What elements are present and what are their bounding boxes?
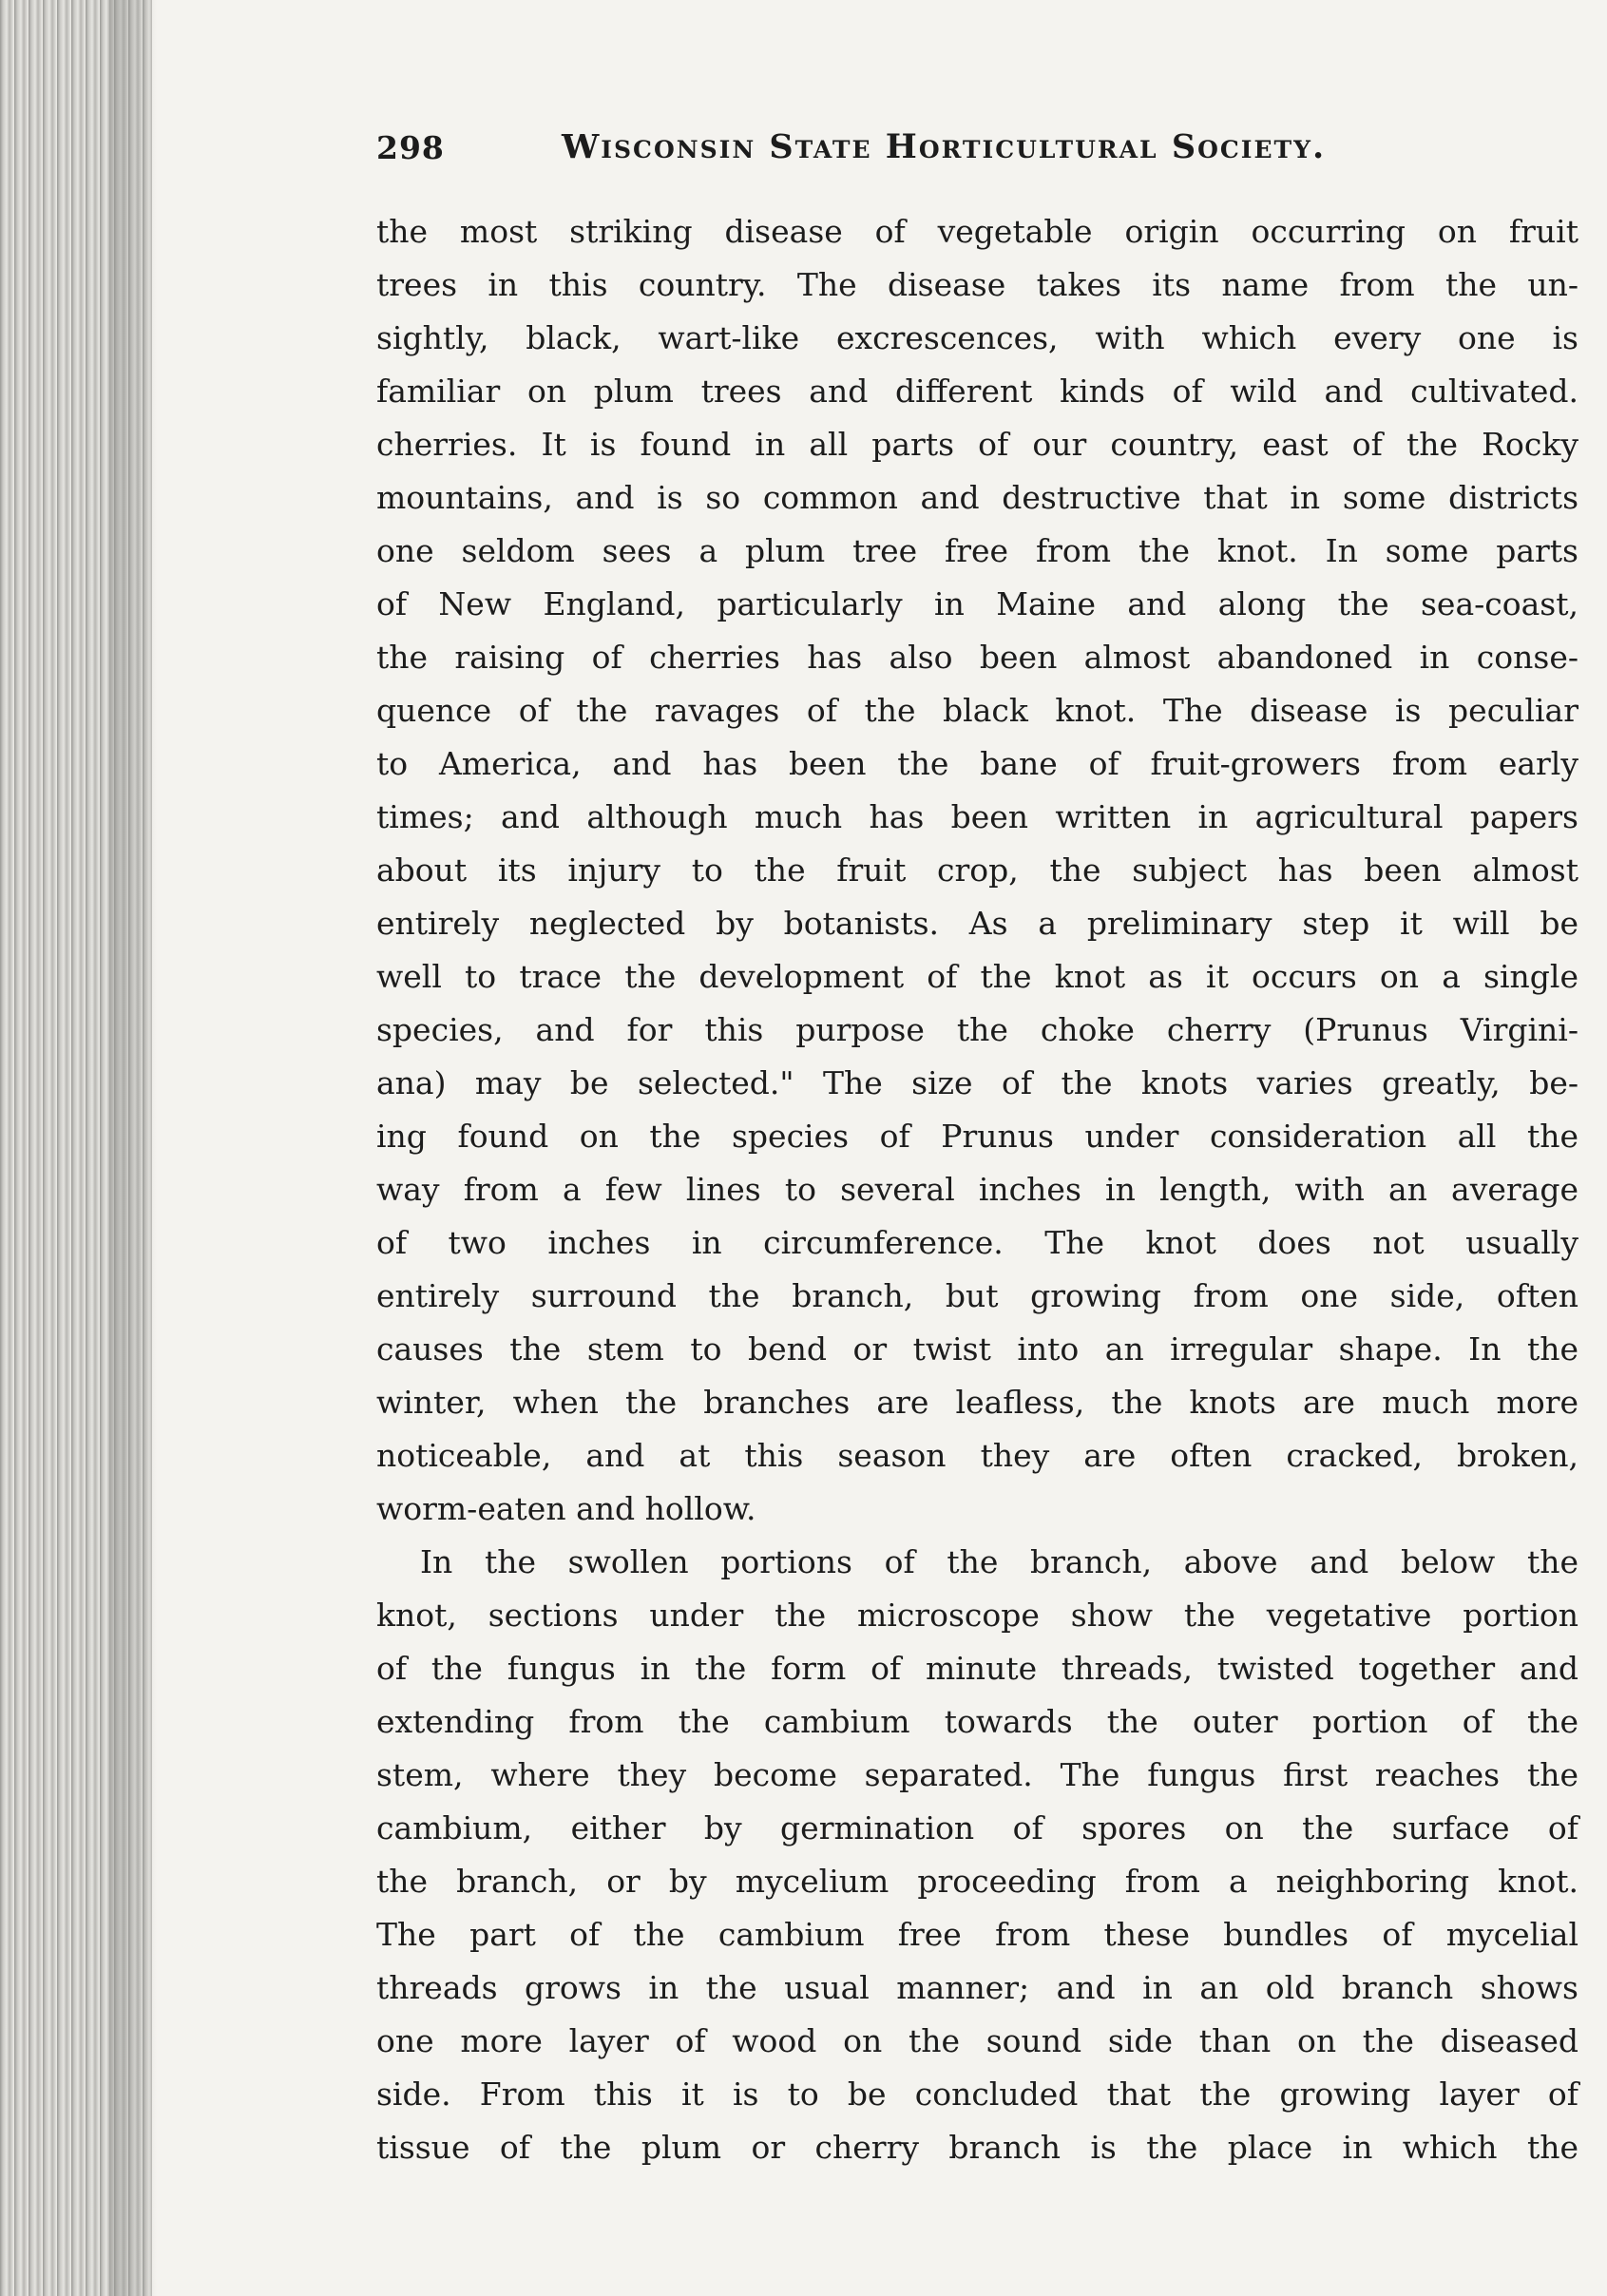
text-line: times; and although much has been written in agricultural papers xyxy=(376,798,1578,835)
text-line: ing found on the species of Prunus under consideration all the xyxy=(376,1118,1578,1155)
paragraph-2 xyxy=(376,1536,1578,2174)
book-page xyxy=(376,122,1578,2174)
text-line: causes the stem to bend or twist into an irregular shape. In the xyxy=(376,1330,1578,1368)
text-line: In the swollen portions of the branch, above and below the xyxy=(420,1543,1578,1580)
text-line: winter, when the branches are leafless, the knots are much more xyxy=(376,1384,1578,1421)
text-line: one more layer of wood on the sound side than on the diseased xyxy=(376,2022,1578,2059)
text-line: threads grows in the usual manner; and in an old branch shows xyxy=(376,1969,1578,2006)
text-line: the raising of cherries has also been almost abandoned in conse- xyxy=(376,639,1578,676)
text-line: familiar on plum trees and different kinds of wild and cultivated. xyxy=(376,373,1578,410)
running-head: Wisconsin State Horticultural Society. xyxy=(562,127,1327,166)
text-line: of the fungus in the form of minute threads, twisted together and xyxy=(376,1650,1578,1687)
text-line: knot, sections under the microscope show the vegetative portion xyxy=(376,1597,1578,1634)
text-line: stem, where they become separated. The fungus first reaches the xyxy=(376,1756,1578,1793)
text-line: noticeable, and at this season they are often cracked, broken, xyxy=(376,1437,1578,1474)
text-line: way from a few lines to several inches in length, with an average xyxy=(376,1171,1578,1208)
text-line: of New England, particularly in Maine and along the sea-coast, xyxy=(376,585,1578,622)
text-line: side. From this it is to be concluded that the growing layer of xyxy=(376,2076,1578,2113)
text-line: cambium, either by germination of spores on the surface of xyxy=(376,1809,1578,1846)
text-line: one seldom sees a plum tree free from the knot. In some parts xyxy=(376,532,1578,569)
text-line: The part of the cambium free from these bundles of mycelial xyxy=(376,1916,1578,1953)
text-line: tissue of the plum or cherry branch is the place in which the xyxy=(376,2129,1578,2166)
text-line: quence of the ravages of the black knot. The disease is peculiar xyxy=(376,692,1578,729)
text-line: cherries. It is found in all parts of our country, east of the Rocky xyxy=(376,426,1578,463)
text-line: trees in this country. The disease takes its name from the un- xyxy=(376,266,1578,303)
text-line: the most striking disease of vegetable origin occurring on fruit xyxy=(376,213,1578,250)
text-line: extending from the cambium towards the outer portion of the xyxy=(376,1703,1578,1740)
text-line: sightly, black, wart-like excrescences, with which every one is xyxy=(376,319,1578,356)
paragraph-1 xyxy=(376,205,1578,1536)
text-line: species, and for this purpose the choke cherry (Prunus Virgini- xyxy=(376,1011,1578,1048)
page-number: 298 xyxy=(376,129,445,166)
text-line: entirely surround the branch, but growing from one side, often xyxy=(376,1277,1578,1314)
text-line: ana) may be selected." The size of the knots varies greatly, be- xyxy=(376,1064,1578,1101)
text-line: worm-eaten and hollow. xyxy=(376,1490,756,1527)
text-line: to America, and has been the bane of fruit-growers from early xyxy=(376,745,1578,782)
gutter-shadow xyxy=(109,0,157,2296)
text-line: about its injury to the fruit crop, the subject has been almost xyxy=(376,851,1578,889)
text-line: mountains, and is so common and destructive that in some districts xyxy=(376,479,1578,516)
text-line: the branch, or by mycelium proceeding from a neighboring knot. xyxy=(376,1863,1578,1900)
text-line: entirely neglected by botanists. As a preliminary step it will be xyxy=(376,905,1578,942)
page-header xyxy=(376,122,1578,179)
text-line: of two inches in circumference. The knot does not usually xyxy=(376,1224,1578,1261)
text-line: well to trace the development of the knot as it occurs on a single xyxy=(376,958,1578,995)
